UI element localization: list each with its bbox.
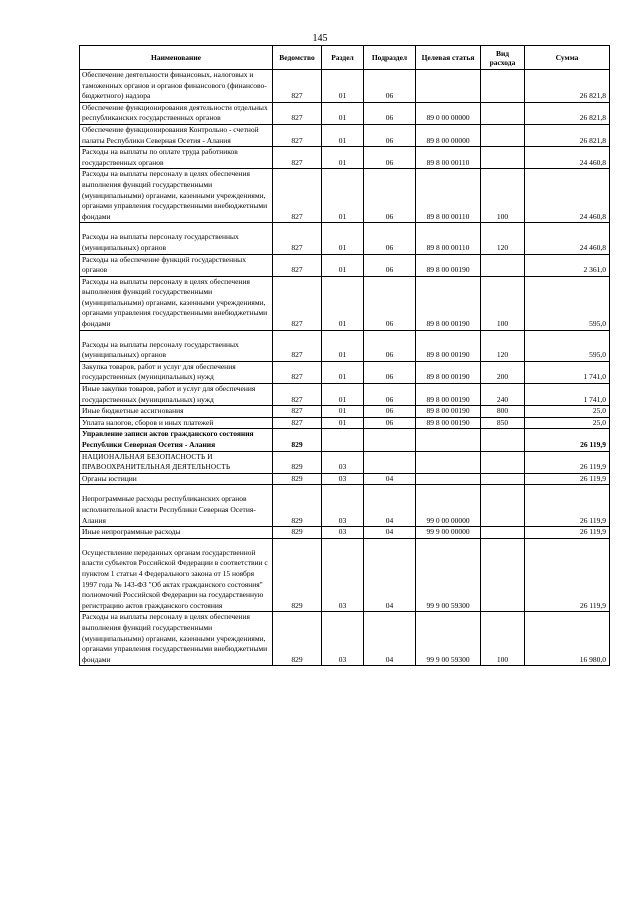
cell-sum: 595,0 [525, 276, 610, 330]
cell-ministry: 829 [273, 473, 322, 485]
cell-subsection: 06 [364, 276, 416, 330]
cell-target: 99 9 00 00000 [416, 527, 481, 539]
cell-target: 89 8 00 00190 [416, 406, 481, 418]
cell-section: 03 [322, 473, 364, 485]
cell-target: 89 8 00 00110 [416, 223, 481, 254]
cell-target: 89 8 00 00190 [416, 361, 481, 383]
header-sum: Сумма [525, 46, 610, 70]
table-row [80, 473, 610, 485]
cell-target: 99 9 00 59300 [416, 612, 481, 666]
cell-subsection: 06 [364, 330, 416, 361]
table-row [80, 384, 610, 406]
cell-section: 01 [322, 169, 364, 223]
cell-expense-type: 800 [481, 406, 525, 418]
cell-subsection: 06 [364, 417, 416, 429]
cell-subsection: 04 [364, 527, 416, 539]
cell-name: Расходы на выплаты персоналу в целях обеспечения выполнения функций государственными (муниципальными) органами, казенными учреждениями, органами управления государственными внебюджетными фондами [80, 169, 273, 223]
cell-section [322, 429, 364, 451]
cell-subsection: 06 [364, 169, 416, 223]
cell-expense-type [481, 429, 525, 451]
table-row [80, 538, 610, 612]
cell-subsection: 04 [364, 485, 416, 527]
cell-target: 99 9 00 59300 [416, 538, 481, 612]
cell-sum: 25,0 [525, 406, 610, 418]
cell-expense-type: 200 [481, 361, 525, 383]
table-row [80, 330, 610, 361]
cell-expense-type [481, 485, 525, 527]
cell-ministry: 827 [273, 330, 322, 361]
cell-name: Уплата налогов, сборов и иных платежей [80, 417, 273, 429]
cell-sum: 1 741,0 [525, 384, 610, 406]
header-subsection: Подраздел [364, 46, 416, 70]
cell-expense-type [481, 538, 525, 612]
cell-ministry: 827 [273, 384, 322, 406]
header-ministry: Ведомство [273, 46, 322, 70]
cell-ministry: 827 [273, 254, 322, 276]
cell-target: 89 8 00 00110 [416, 147, 481, 169]
cell-name: Непрограммные расходы республиканских органов исполнительной власти Республики Северная Осетия-Алания [80, 485, 273, 527]
cell-name: Иные непрограммные расходы [80, 527, 273, 539]
cell-expense-type [481, 124, 525, 146]
cell-ministry: 827 [273, 276, 322, 330]
cell-subsection: 06 [364, 102, 416, 124]
cell-sum: 1 741,0 [525, 361, 610, 383]
cell-sum: 2 361,0 [525, 254, 610, 276]
table-row [80, 124, 610, 146]
cell-ministry: 827 [273, 169, 322, 223]
cell-name: Расходы на выплаты персоналу государственных (муниципальных) органов [80, 223, 273, 254]
cell-name: Расходы на выплаты персоналу государственных (муниципальных) органов [80, 330, 273, 361]
cell-ministry: 829 [273, 612, 322, 666]
table-row [80, 612, 610, 666]
cell-section: 01 [322, 102, 364, 124]
cell-section: 01 [322, 406, 364, 418]
cell-sum: 26 119,9 [525, 429, 610, 451]
budget-table [79, 45, 610, 666]
cell-section: 01 [322, 417, 364, 429]
cell-section: 01 [322, 124, 364, 146]
header-target: Целевая статья [416, 46, 481, 70]
cell-target: 89 8 00 00190 [416, 417, 481, 429]
cell-subsection: 06 [364, 124, 416, 146]
cell-name: Закупка товаров, работ и услуг для обеспечения государственных (муниципальных) нужд [80, 361, 273, 383]
cell-sum: 595,0 [525, 330, 610, 361]
cell-ministry: 827 [273, 417, 322, 429]
cell-ministry: 829 [273, 451, 322, 473]
cell-expense-type: 120 [481, 330, 525, 361]
cell-name: Обеспечение функционирования Контрольно - счетной палаты Республики Северная Осетия - Алания [80, 124, 273, 146]
cell-expense-type: 100 [481, 612, 525, 666]
cell-subsection [364, 429, 416, 451]
table-row [80, 70, 610, 103]
cell-sum: 25,0 [525, 417, 610, 429]
cell-sum: 26 119,9 [525, 451, 610, 473]
cell-subsection: 06 [364, 254, 416, 276]
cell-sum: 26 821,8 [525, 102, 610, 124]
cell-section: 03 [322, 485, 364, 527]
cell-sum: 26 119,9 [525, 473, 610, 485]
cell-expense-type [481, 102, 525, 124]
cell-target: 89 8 00 00190 [416, 254, 481, 276]
header-section: Раздел [322, 46, 364, 70]
cell-sum: 26 821,8 [525, 124, 610, 146]
cell-section: 01 [322, 276, 364, 330]
cell-sum: 24 460,8 [525, 147, 610, 169]
table-row [80, 276, 610, 330]
cell-subsection [364, 451, 416, 473]
cell-name: Расходы на выплаты персоналу в целях обеспечения выполнения функций государственными (муниципальными) органами, казенными учреждениями, органами управления государственными внебюджетными фондами [80, 612, 273, 666]
table-row [80, 169, 610, 223]
cell-name: Органы юстиции [80, 473, 273, 485]
cell-target: 89 8 00 00190 [416, 384, 481, 406]
cell-expense-type [481, 254, 525, 276]
cell-sum: 26 119,9 [525, 485, 610, 527]
cell-subsection: 06 [364, 361, 416, 383]
cell-target: 99 0 00 00000 [416, 485, 481, 527]
table-row [80, 361, 610, 383]
cell-expense-type [481, 527, 525, 539]
cell-subsection: 06 [364, 406, 416, 418]
cell-subsection: 06 [364, 223, 416, 254]
table-row [80, 223, 610, 254]
table-row [80, 429, 610, 451]
cell-target [416, 429, 481, 451]
table-row [80, 451, 610, 473]
cell-ministry: 827 [273, 102, 322, 124]
header-expense-type: Вид расхода [481, 46, 525, 70]
cell-section: 03 [322, 538, 364, 612]
table-row [80, 254, 610, 276]
table-body [80, 70, 610, 666]
cell-ministry: 827 [273, 223, 322, 254]
cell-subsection: 06 [364, 147, 416, 169]
cell-expense-type [481, 147, 525, 169]
table-row [80, 406, 610, 418]
cell-target: 89 8 00 00190 [416, 276, 481, 330]
table-row [80, 417, 610, 429]
cell-section: 01 [322, 70, 364, 103]
cell-section: 01 [322, 361, 364, 383]
cell-target [416, 451, 481, 473]
cell-section: 01 [322, 384, 364, 406]
cell-subsection: 04 [364, 538, 416, 612]
cell-expense-type [481, 473, 525, 485]
cell-subsection: 04 [364, 612, 416, 666]
cell-subsection: 04 [364, 473, 416, 485]
cell-name: Осуществление переданных органам государственной власти субъектов Российской Федерации в соответствии с пунктом 1 статьи 4 Федерального закона от 15 ноября 1997 года № 143-ФЗ "Об актах гражданского состояния" полномочий Российской Федерации на государственную регистрацию актов гражданского состояния [80, 538, 273, 612]
table-header-row [80, 46, 610, 70]
cell-name: Иные бюджетные ассигнования [80, 406, 273, 418]
cell-name: Расходы на обеспечение функций государственных органов [80, 254, 273, 276]
table-row [80, 527, 610, 539]
cell-target [416, 473, 481, 485]
cell-section: 01 [322, 254, 364, 276]
cell-sum: 24 460,8 [525, 223, 610, 254]
cell-subsection: 06 [364, 70, 416, 103]
cell-target [416, 70, 481, 103]
cell-expense-type: 100 [481, 169, 525, 223]
cell-expense-type: 120 [481, 223, 525, 254]
cell-name: Иные закупки товаров, работ и услуг для обеспечения государственных (муниципальных) нужд [80, 384, 273, 406]
cell-section: 03 [322, 451, 364, 473]
cell-sum: 26 119,9 [525, 527, 610, 539]
cell-name: НАЦИОНАЛЬНАЯ БЕЗОПАСНОСТЬ И ПРАВООХРАНИТЕЛЬНАЯ ДЕЯТЕЛЬНОСТЬ [80, 451, 273, 473]
cell-sum: 16 980,0 [525, 612, 610, 666]
cell-ministry: 827 [273, 147, 322, 169]
cell-name: Управление записи актов гражданского состояния Республики Северная Осетия - Алания [80, 429, 273, 451]
cell-ministry: 827 [273, 406, 322, 418]
cell-ministry: 829 [273, 527, 322, 539]
cell-ministry: 827 [273, 70, 322, 103]
cell-section: 01 [322, 147, 364, 169]
cell-expense-type: 100 [481, 276, 525, 330]
cell-ministry: 827 [273, 124, 322, 146]
cell-subsection: 06 [364, 384, 416, 406]
cell-name: Обеспечение функционирования деятельности отдельных республиканских государственных органов [80, 102, 273, 124]
cell-section: 03 [322, 612, 364, 666]
cell-sum: 24 460,8 [525, 169, 610, 223]
cell-name: Расходы на выплаты по оплате труда работников государственных органов [80, 147, 273, 169]
cell-ministry: 827 [273, 361, 322, 383]
cell-expense-type [481, 451, 525, 473]
page-number: 145 [312, 33, 328, 44]
table-row [80, 102, 610, 124]
cell-section: 01 [322, 330, 364, 361]
table-row [80, 485, 610, 527]
cell-name: Расходы на выплаты персоналу в целях обеспечения выполнения функций государственными (муниципальными) органами, казенными учреждениями, органами управления государственными внебюджетными фондами [80, 276, 273, 330]
cell-sum: 26 821,8 [525, 70, 610, 103]
cell-section: 01 [322, 223, 364, 254]
cell-expense-type: 240 [481, 384, 525, 406]
cell-sum: 26 119,9 [525, 538, 610, 612]
cell-ministry: 829 [273, 429, 322, 451]
header-name: Наименование [80, 46, 273, 70]
cell-target: 89 8 00 00000 [416, 124, 481, 146]
cell-expense-type: 850 [481, 417, 525, 429]
table-row [80, 147, 610, 169]
cell-name: Обеспечение деятельности финансовых, налоговых и таможенных органов и органов финансового (финансово-бюджетного) надзора [80, 70, 273, 103]
cell-section: 03 [322, 527, 364, 539]
cell-target: 89 8 00 00190 [416, 330, 481, 361]
cell-target: 89 0 00 00000 [416, 102, 481, 124]
cell-target: 89 8 00 00110 [416, 169, 481, 223]
cell-ministry: 829 [273, 485, 322, 527]
cell-expense-type [481, 70, 525, 103]
cell-ministry: 829 [273, 538, 322, 612]
